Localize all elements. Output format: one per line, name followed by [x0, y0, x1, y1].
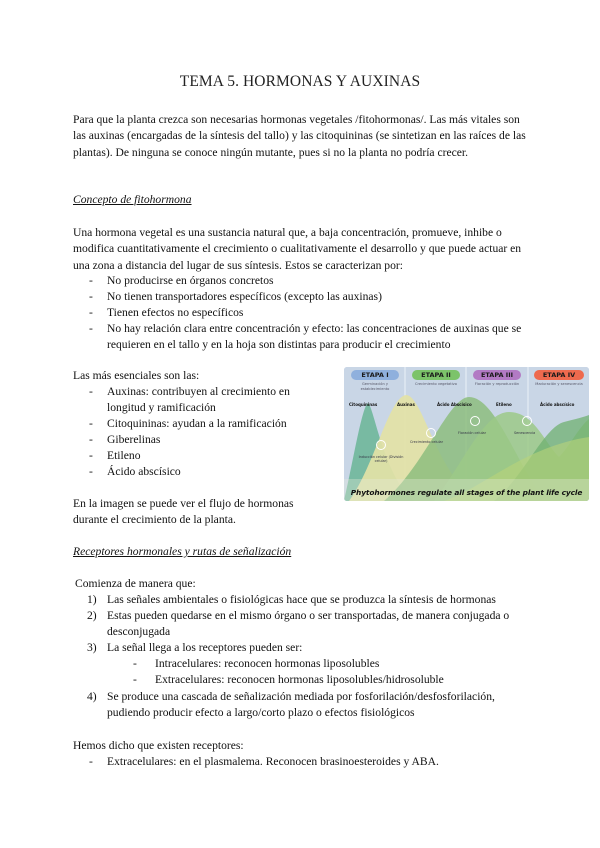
list-item: - No tienen transportadores específicos (excepto las auxinas) [89, 290, 382, 304]
list-item: - Tienen efectos no específicos [89, 306, 244, 320]
receptor-types-list [89, 754, 539, 770]
stage-label-3: ETAPA III [473, 370, 521, 380]
section-heading-receptores: Receptores hormonales y rutas de señalización [73, 545, 292, 558]
signaling-steps-list [89, 592, 539, 721]
characteristics-list [89, 273, 534, 353]
list-item: - Extracelulares: en el plasmalema. Reconocen brasinoesteroides y ABA. [89, 755, 439, 768]
list-item: 2) Estas pueden quedarse en el mismo órgano o ser transportadas, de manera conjugada o desconjugada [87, 609, 510, 639]
hormone-label: Citoquininas [349, 402, 378, 407]
receptors-types-intro: Hemos dicho que existen receptores: [73, 739, 244, 752]
fitohormona-definition: Una hormona vegetal es una sustancia natural que, a baja concentración, promueve, inhibe o modifica cuantitativamente el crecimiento o cualitativamente el desarrollo y que puede actuar en una zona a distancia del lugar de sus síntesis. Estos se caracterizan por: [73, 226, 522, 272]
intro-paragraph: Para que la planta crezca son necesarias hormonas vegetales /fitohormonas/. Las más vitales son las auxinas (encargadas de la síntesis del tallo) y las citoquininas (se sintetizan en las raíces de las plantas). De ninguna se conoce ningún mutante, pues si no la planta no podría crecer. [73, 113, 526, 159]
list-item: 4) Se produce una cascada de señalización mediada por fosforilación/desfosforilación, pudiendo producir efecto a largo/corto plazo o efectos fisiológicos [87, 689, 495, 719]
hormone-lifecycle-figure [344, 367, 589, 501]
sub-list-item: - Intracelulares: reconocen hormonas liposolubles [133, 657, 380, 671]
image-note: En la imagen se puede ver el flujo de hormonas durante el crecimiento de la planta. [73, 497, 294, 527]
event-label: Crecimiento celular [410, 440, 443, 444]
event-label: Inducción celular (División celular) [358, 455, 404, 463]
event-label: Floración celular [458, 431, 487, 435]
list-item: - Giberelinas [89, 433, 161, 447]
section-heading-fitohormona: Concepto de fitohormona [73, 193, 192, 206]
stage-label-1: ETAPA I [351, 370, 399, 380]
hormone-label: Ácido abscísico [540, 402, 575, 407]
stage-label-2: ETAPA II [412, 370, 460, 380]
list-item: - Citoquininas: ayudan a la ramificación [89, 417, 287, 431]
list-item: - No producirse en órganos concretos [89, 274, 274, 287]
hormone-label: Auxinas [397, 402, 415, 407]
stage-sub-3: Floración y reproducción [474, 382, 520, 386]
stage-label-4: ETAPA IV [534, 370, 584, 380]
sub-list-item: - Extracelulares: reconocen hormonas liposolubles/hidrosoluble [133, 673, 444, 687]
figure-caption: Phytohormones regulate all stages of the plant life cycle [350, 488, 583, 497]
stage-sub-4: Maduración y senescencia [535, 382, 583, 386]
list-item: - Ácido abscísico [89, 465, 181, 479]
essentials-intro: Las más esenciales son las: [73, 369, 200, 382]
list-item: 3) La señal llega a los receptores pueden ser: - Intracelulares: reconocen hormonas liposolubles - Extracelulares: reconocen hormonas liposolubles/hidrosoluble [89, 640, 539, 688]
page-title: TEMA 5. HORMONAS Y AUXINAS [179, 73, 421, 90]
stage-sub-1: Germinación y establecimiento [360, 382, 390, 391]
stage-sub-2: Crecimiento vegetativo [414, 382, 457, 386]
list-item: 1) Las señales ambientales o fisiológicas hace que se produzca la síntesis de hormonas [87, 593, 496, 606]
event-label: Senescencia [514, 431, 536, 435]
hormone-label: Etileno [496, 402, 512, 407]
hormone-label: Ácido Abscísico [437, 402, 472, 407]
list-item: - Etileno [89, 449, 141, 463]
list-item: - Auxinas: contribuyen al crecimiento en longitud y ramificación [89, 385, 290, 415]
essential-hormones-list [89, 384, 314, 481]
receptors-intro: Comienza de manera que: [75, 577, 196, 590]
list-item: - No hay relación clara entre concentración y efecto: las concentraciones de auxinas que se requieren en el tallo y en la hoja son distintas para producir el crecimiento [89, 322, 522, 352]
